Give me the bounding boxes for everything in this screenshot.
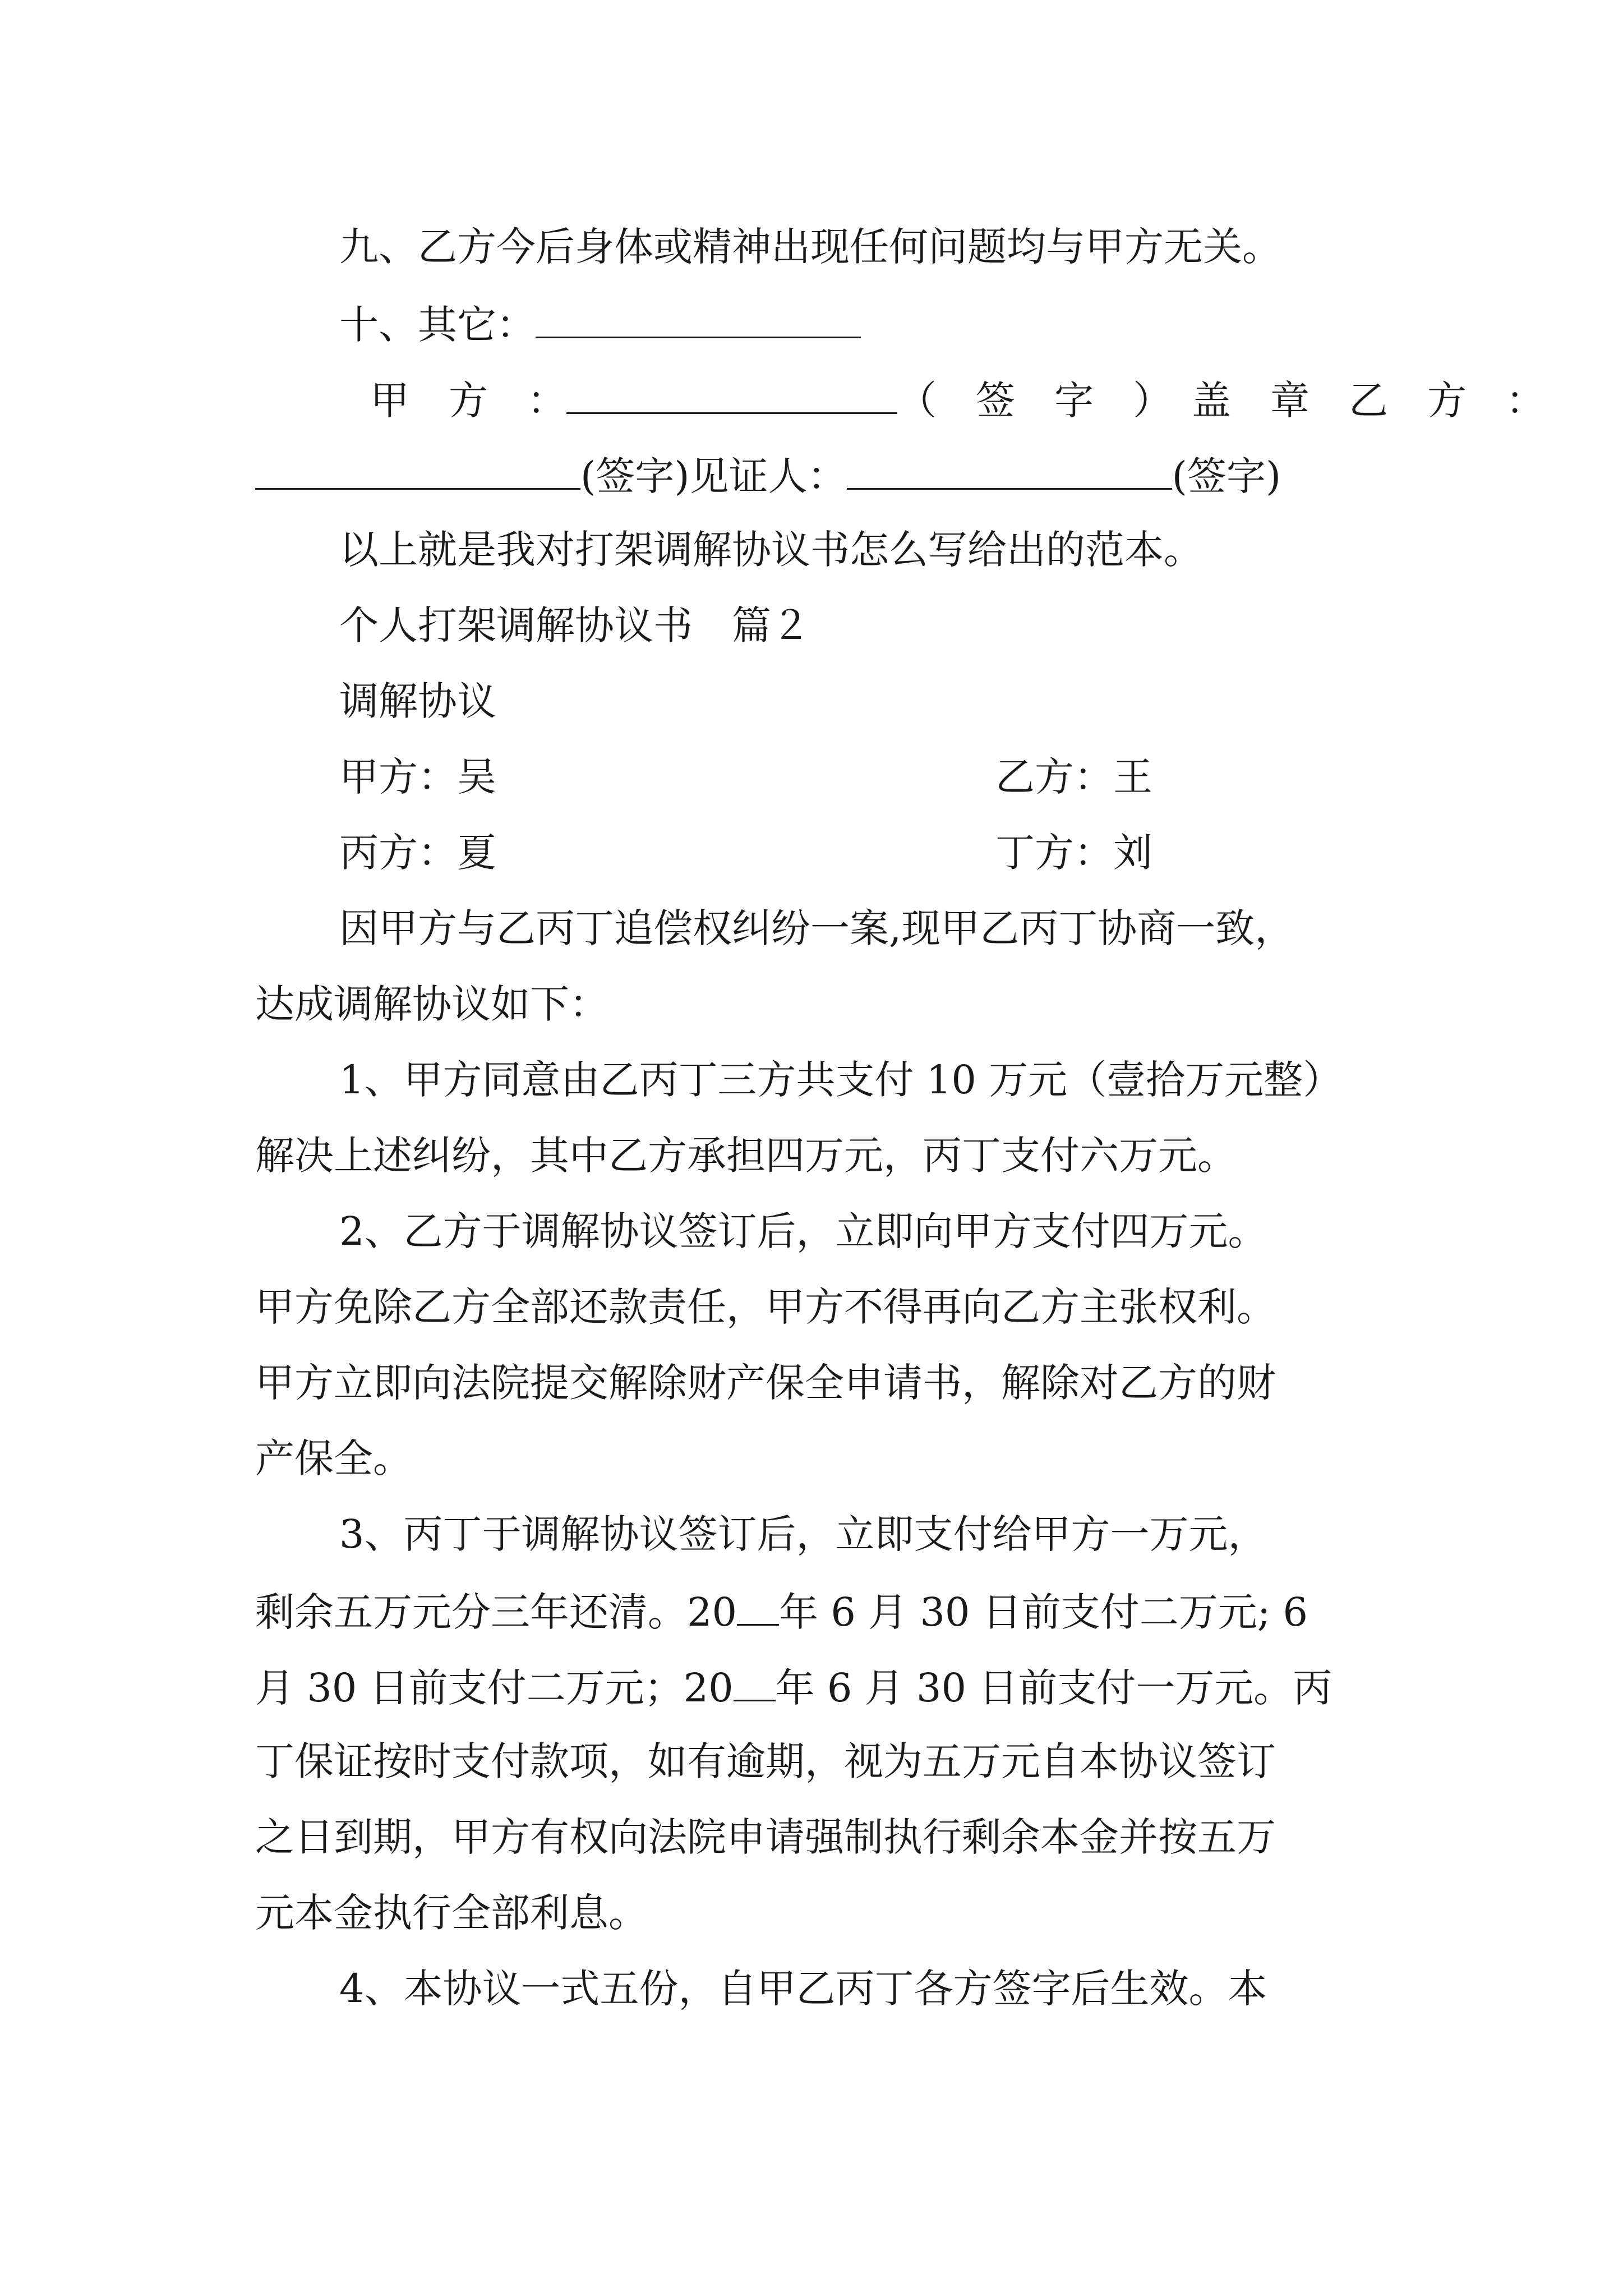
clause-2-line-3: 甲方立即向法院提交解除财产保全申请书，解除对乙方的财 bbox=[255, 1360, 1276, 1406]
clause-3-line-3 bbox=[255, 1665, 1332, 1711]
signature-line-party-a bbox=[370, 378, 1545, 424]
clause-1-line-1: 1、甲方同意由乙丙丁三方共支付 10 万元（壹拾万元整） bbox=[339, 1057, 1343, 1103]
party-a-sign-label: 甲 方 ： bbox=[370, 378, 566, 424]
other-blank bbox=[536, 303, 861, 338]
witness-sign-suffix: (签字) bbox=[1172, 453, 1281, 499]
party-b-name: 乙方：王 bbox=[995, 754, 1152, 800]
clause-2-line-4: 产保全。 bbox=[255, 1435, 412, 1481]
clause-4-line-1: 4、本协议一式五份，自甲乙丙丁各方签字后生效。本 bbox=[339, 1966, 1267, 2012]
party-b-sign-blank bbox=[255, 454, 580, 490]
clause-3-line-3-start: 月 30 日前支付二万元；20 bbox=[255, 1665, 734, 1711]
signature-line-witness bbox=[255, 453, 1281, 499]
clause-1-line-2: 解决上述纠纷，其中乙方承担四万元，丙丁支付六万元。 bbox=[255, 1133, 1237, 1179]
clause-3-line-2 bbox=[255, 1589, 1308, 1635]
year-blank-1 bbox=[737, 1590, 779, 1626]
party-a-name: 甲方：吴 bbox=[339, 754, 496, 800]
clause-ten-label: 十、其它： bbox=[339, 302, 536, 348]
section-heading: 个人打架调解协议书 篇２ bbox=[339, 602, 810, 648]
paragraph-intro-line-1: 因甲方与乙丙丁追偿权纠纷一案,现甲乙丙丁协商一致， bbox=[339, 905, 1294, 951]
agreement-title: 调解协议 bbox=[339, 678, 496, 724]
clause-nine: 九、乙方今后身体或精神出现任何问题均与甲方无关。 bbox=[339, 224, 1281, 270]
clause-3-line-2-start: 剩余五万元分三年还清。20 bbox=[255, 1589, 737, 1635]
witness-sign-blank bbox=[847, 454, 1172, 490]
year-blank-2 bbox=[734, 1666, 776, 1701]
party-c-name: 丙方：夏 bbox=[339, 830, 496, 876]
party-a-sign-blank bbox=[566, 379, 897, 414]
clause-3-line-6: 元本金执行全部利息。 bbox=[255, 1890, 648, 1936]
clause-3-line-1: 3、丙丁于调解协议签订后，立即支付给甲方一万元， bbox=[339, 1511, 1267, 1557]
clause-3-line-4: 丁保证按时支付款项，如有逾期，视为五万元自本协议签订 bbox=[255, 1738, 1276, 1784]
paragraph-intro-line-2: 达成调解协议如下： bbox=[255, 981, 608, 1027]
clause-3-line-3-end: 年 6 月 30 日前支付一万元。丙 bbox=[775, 1665, 1332, 1711]
clause-2-line-2: 甲方免除乙方全部还款责任，甲方不得再向乙方主张权利。 bbox=[255, 1284, 1276, 1330]
party-d-name: 丁方：刘 bbox=[995, 830, 1152, 876]
template-summary: 以上就是我对打架调解协议书怎么写给出的范本。 bbox=[339, 527, 1203, 573]
party-a-sign-suffix: （ 签 字 ） 盖 章 乙 方 ： bbox=[897, 378, 1545, 424]
witness-label: (签字)见证人： bbox=[580, 453, 847, 499]
clause-2-line-1: 2、乙方于调解协议签订后，立即向甲方支付四万元。 bbox=[339, 1208, 1267, 1254]
clause-3-line-5: 之日到期，甲方有权向法院申请强制执行剩余本金并按五万 bbox=[255, 1814, 1276, 1860]
clause-3-line-2-end: 年 6 月 30 日前支付二万元; 6 bbox=[779, 1589, 1308, 1635]
clause-ten bbox=[339, 302, 861, 348]
